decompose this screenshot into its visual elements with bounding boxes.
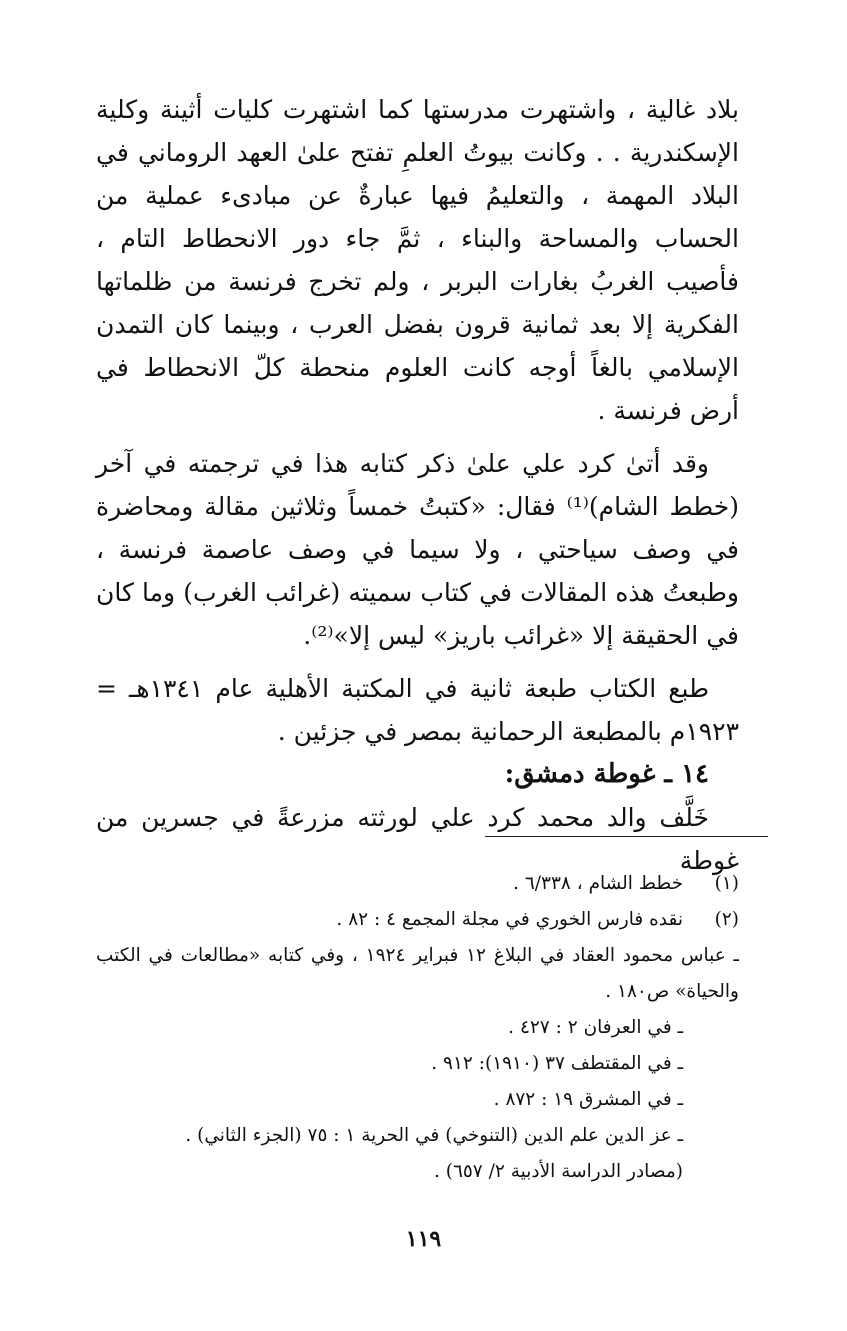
footnote-2: [96, 902, 739, 938]
footnote-2-item: ـ في العرفان ٢ : ٤٢٧ .: [508, 1017, 683, 1038]
footnote-2-item: ـ في المقتطف ٣٧ (١٩١٠): ٩١٢ .: [431, 1053, 683, 1074]
footnote-divider: [485, 836, 768, 837]
footnote-2-item: (مصادر الدراسة الأدبية ٢/ ٦٥٧) .: [433, 1161, 683, 1182]
paragraph-4: خَلَّف والد محمد كرد علي لورثته مزرعةً في جسرين من غوطة: [96, 803, 739, 875]
footnote-2-item: ـ عباس محمود العقاد في البلاغ ١٢ فبراير ١٩٢٤ ، وفي كتابه «مطالعات في الكتب والحياة» ص١٨٠ .: [96, 945, 739, 1002]
paragraph-3: طبع الكتاب طبعة ثانية في المكتبة الأهلية عام ١٣٤١هـ = ١٩٢٣م بالمطبعة الرحمانية بمصر في جزئين .: [96, 674, 739, 746]
footnote-2-item: ـ عز الدين علم الدين (التنوخي) في الحرية ١ : ٧٥ (الجزء الثاني) .: [185, 1125, 683, 1146]
footnote-2-item: ـ في المشرق ١٩ : ٨٧٢ .: [493, 1089, 683, 1110]
paragraph-2: وقد أتىٰ كرد علي علىٰ ذكر كتابه هذا في ترجمته في آخر (خطط الشام)⁽¹⁾ فقال: «كتبتُ خمساً وثلاثين مقالة ومحاضرة في وصف سياحتي ، ولا سيما في وصف عاصمة فرنسة ، وطبعتُ هذه المقالات في كتاب سميته (غرائب الغرب) وما كان في الحقيقة إلا «غرائب باريز» ليس إلا»⁽²⁾.: [96, 449, 740, 650]
footnote-number: (٢): [714, 909, 739, 930]
paragraph-1: بلاد غالية ، واشتهرت مدرستها كما اشتهرت كليات أثينة وكلية الإسكندرية . . وكانت بيوتُ العلمِ تفتح علىٰ العهد الروماني في البلاد المهمة ، والتعليمُ فيها عبارةٌ عن مبادىء عملية من الحساب والمساحة والبناء ، ثمَّ جاء دور الانحطاط التام ، فأصيب الغربُ بغارات البربر ، ولم تخرج فرنسة من ظلماتها الفكرية إلا بعد ثمانية قرون بفضل العرب ، وبينما كان التمدن الإسلامي بالغاً أوجه كانت العلوم منحطة كلّ الانحطاط في أرض فرنسة .: [96, 95, 739, 425]
footnote-number: (١): [714, 873, 739, 894]
main-text: [96, 88, 739, 882]
footnote-text: نقده فارس الخوري في مجلة المجمع ٤ : ٨٢ .: [336, 909, 683, 930]
footnote-1: [96, 866, 739, 902]
footnote-text: خطط الشام ، ٦/٣٣٨ .: [513, 873, 683, 894]
section-heading: ١٤ ـ غوطة دمشق:: [504, 759, 709, 789]
page-number: ١١٩: [405, 1226, 442, 1252]
footnotes: [96, 866, 739, 1190]
